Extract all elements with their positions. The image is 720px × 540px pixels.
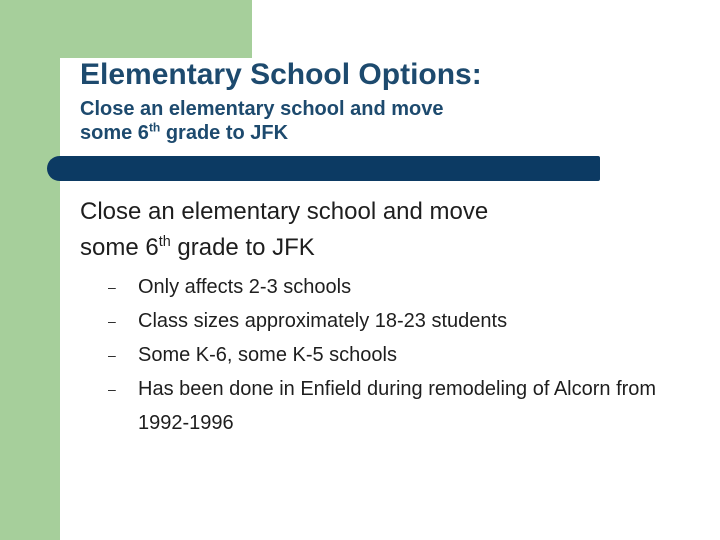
bullet-text: Class sizes approximately 18-23 students [138, 310, 508, 332]
heading-line-2-end: grade to JFK [170, 234, 315, 261]
dash-bullet-marker: – [108, 279, 116, 295]
dash-bullet-marker: – [108, 347, 116, 363]
list-item [108, 304, 688, 338]
list-item [108, 270, 688, 304]
heading-ordinal-suffix: th [158, 234, 171, 250]
body-heading [80, 194, 488, 266]
slide-title: Elementary School Options: [80, 58, 482, 91]
heading-line-2-start: some 6 [80, 234, 159, 261]
subtitle-line-2-start: some 6 [80, 122, 149, 144]
subtitle-line-2-end: grade to JFK [160, 122, 289, 144]
dash-bullet-marker: – [108, 313, 116, 329]
left-decor-band [0, 0, 60, 540]
subtitle-ordinal-suffix: th [148, 120, 161, 135]
subtitle-line-1: Close an elementary school and move [80, 98, 444, 120]
bullet-list [108, 270, 688, 440]
bullet-text: Has been done in Enfield during remodeling of Alcorn from 1992-1996 [138, 378, 657, 434]
list-item [108, 372, 688, 440]
bullet-text: Some K-6, some K-5 schools [138, 344, 397, 366]
bullet-text: Only affects 2-3 schools [138, 276, 352, 298]
list-item [108, 338, 688, 372]
dash-bullet-marker: – [108, 381, 116, 397]
title-divider-bar [60, 156, 600, 181]
heading-line-1: Close an elementary school and move [80, 198, 489, 225]
slide-subtitle [80, 97, 443, 145]
top-decor-band [60, 0, 252, 58]
